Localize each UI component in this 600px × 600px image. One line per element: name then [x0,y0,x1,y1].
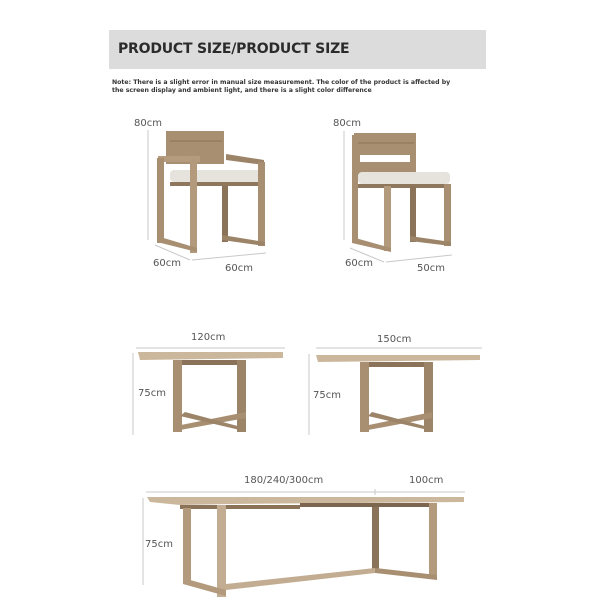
page-title: PRODUCT SIZE/PRODUCT SIZE [118,41,350,57]
side-chair-width-label: 50cm [417,263,445,274]
rect-table-width-label: 100cm [409,475,444,486]
table-120-height-label: 75cm [138,388,166,399]
armchair-width-label: 60cm [225,263,253,274]
side-chair-height-label: 80cm [333,118,361,129]
table-150-diameter-label: 150cm [377,334,412,345]
table-150-height-label: 75cm [313,390,341,401]
rect-table-height-label: 75cm [145,539,173,550]
armchair-height-label: 80cm [134,118,162,129]
rect-table-length-label: 180/240/300cm [244,475,324,486]
side-chair-depth-label: 60cm [345,258,373,269]
table-120-diameter-label: 120cm [191,332,226,343]
armchair-depth-label: 60cm [153,258,181,269]
measurement-note: Note: There is a slight error in manual size measurement. The color of the product is affected by the screen display and ambient light, and there is a slight color difference [112,79,451,94]
